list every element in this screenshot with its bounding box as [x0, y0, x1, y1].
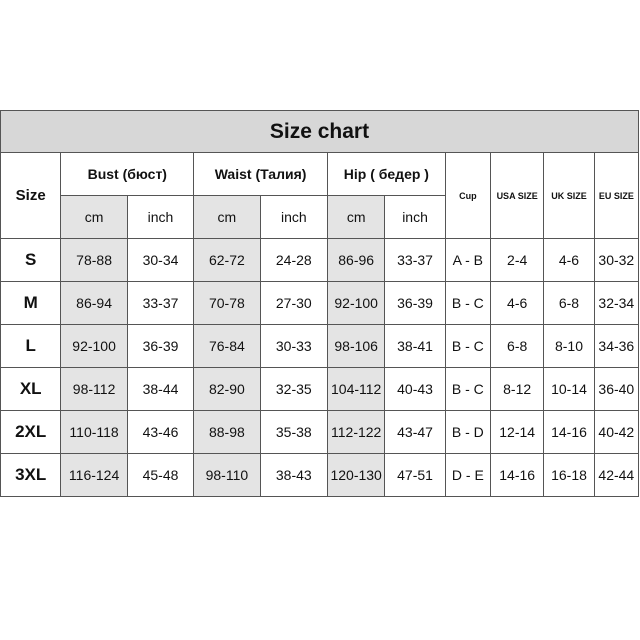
uk-size-cell: 14-16 — [544, 411, 594, 454]
hip-inch-cell: 38-41 — [385, 325, 445, 368]
size-cell: S — [1, 239, 61, 282]
hip-cm-cell: 104-112 — [328, 368, 385, 411]
uk-size-cell: 10-14 — [544, 368, 594, 411]
hip-cm-cell: 98-106 — [328, 325, 385, 368]
eu-size-header: EU SIZE — [594, 153, 638, 239]
hip-inch-cell: 36-39 — [385, 282, 445, 325]
eu-size-cell: 36-40 — [594, 368, 638, 411]
table-row — [1, 454, 639, 497]
hip-header: Hip ( бедер ) — [328, 153, 446, 196]
bust-inch-cell: 36-39 — [127, 325, 193, 368]
size-cell: L — [1, 325, 61, 368]
cup-cell: A - B — [445, 239, 490, 282]
bust-inch-cell: 30-34 — [127, 239, 193, 282]
bust-inch-cell: 45-48 — [127, 454, 193, 497]
size-cell: 3XL — [1, 454, 61, 497]
usa-size-cell: 4-6 — [491, 282, 544, 325]
bust-cm-cell: 116-124 — [61, 454, 127, 497]
table-row — [1, 411, 639, 454]
eu-size-cell: 30-32 — [594, 239, 638, 282]
bust-cm-cell: 110-118 — [61, 411, 127, 454]
cup-cell: B - D — [445, 411, 490, 454]
chart-title: Size chart — [1, 111, 639, 153]
waist-cm-cell: 76-84 — [194, 325, 260, 368]
waist-header: Waist (Талия) — [194, 153, 328, 196]
usa-size-cell: 12-14 — [491, 411, 544, 454]
bust-cm-header: cm — [61, 196, 127, 239]
waist-cm-cell: 88-98 — [194, 411, 260, 454]
bust-cm-cell: 86-94 — [61, 282, 127, 325]
size-cell: 2XL — [1, 411, 61, 454]
bust-cm-cell: 78-88 — [61, 239, 127, 282]
waist-cm-cell: 62-72 — [194, 239, 260, 282]
hip-cm-cell: 86-96 — [328, 239, 385, 282]
waist-inch-cell: 30-33 — [260, 325, 327, 368]
hip-cm-cell: 120-130 — [328, 454, 385, 497]
hip-inch-cell: 33-37 — [385, 239, 445, 282]
waist-inch-cell: 35-38 — [260, 411, 327, 454]
size-header: Size — [1, 153, 61, 239]
uk-size-header: UK SIZE — [544, 153, 594, 239]
cup-cell: B - C — [445, 282, 490, 325]
hip-cm-header: cm — [328, 196, 385, 239]
uk-size-cell: 6-8 — [544, 282, 594, 325]
waist-inch-cell: 24-28 — [260, 239, 327, 282]
usa-size-cell: 14-16 — [491, 454, 544, 497]
waist-cm-cell: 98-110 — [194, 454, 260, 497]
hip-cm-cell: 92-100 — [328, 282, 385, 325]
size-cell: XL — [1, 368, 61, 411]
usa-size-cell: 8-12 — [491, 368, 544, 411]
table-row — [1, 239, 639, 282]
waist-cm-header: cm — [194, 196, 260, 239]
cup-cell: B - C — [445, 368, 490, 411]
waist-inch-header: inch — [260, 196, 327, 239]
usa-size-cell: 2-4 — [491, 239, 544, 282]
hip-cm-cell: 112-122 — [328, 411, 385, 454]
hip-inch-cell: 40-43 — [385, 368, 445, 411]
uk-size-cell: 4-6 — [544, 239, 594, 282]
uk-size-cell: 8-10 — [544, 325, 594, 368]
eu-size-cell: 32-34 — [594, 282, 638, 325]
eu-size-cell: 42-44 — [594, 454, 638, 497]
waist-inch-cell: 32-35 — [260, 368, 327, 411]
usa-size-header: USA SIZE — [491, 153, 544, 239]
bust-header: Bust (бюст) — [61, 153, 194, 196]
size-chart-table — [0, 110, 639, 497]
hip-inch-cell: 43-47 — [385, 411, 445, 454]
waist-inch-cell: 27-30 — [260, 282, 327, 325]
waist-inch-cell: 38-43 — [260, 454, 327, 497]
eu-size-cell: 34-36 — [594, 325, 638, 368]
eu-size-cell: 40-42 — [594, 411, 638, 454]
bust-inch-header: inch — [127, 196, 193, 239]
uk-size-cell: 16-18 — [544, 454, 594, 497]
cup-header: Cup — [445, 153, 490, 239]
cup-cell: B - C — [445, 325, 490, 368]
waist-cm-cell: 70-78 — [194, 282, 260, 325]
usa-size-cell: 6-8 — [491, 325, 544, 368]
table-row — [1, 368, 639, 411]
hip-inch-cell: 47-51 — [385, 454, 445, 497]
size-cell: M — [1, 282, 61, 325]
waist-cm-cell: 82-90 — [194, 368, 260, 411]
cup-cell: D - E — [445, 454, 490, 497]
table-row — [1, 325, 639, 368]
hip-inch-header: inch — [385, 196, 445, 239]
table-row — [1, 282, 639, 325]
bust-cm-cell: 98-112 — [61, 368, 127, 411]
bust-inch-cell: 33-37 — [127, 282, 193, 325]
size-chart — [0, 110, 640, 506]
bust-cm-cell: 92-100 — [61, 325, 127, 368]
bust-inch-cell: 38-44 — [127, 368, 193, 411]
bust-inch-cell: 43-46 — [127, 411, 193, 454]
